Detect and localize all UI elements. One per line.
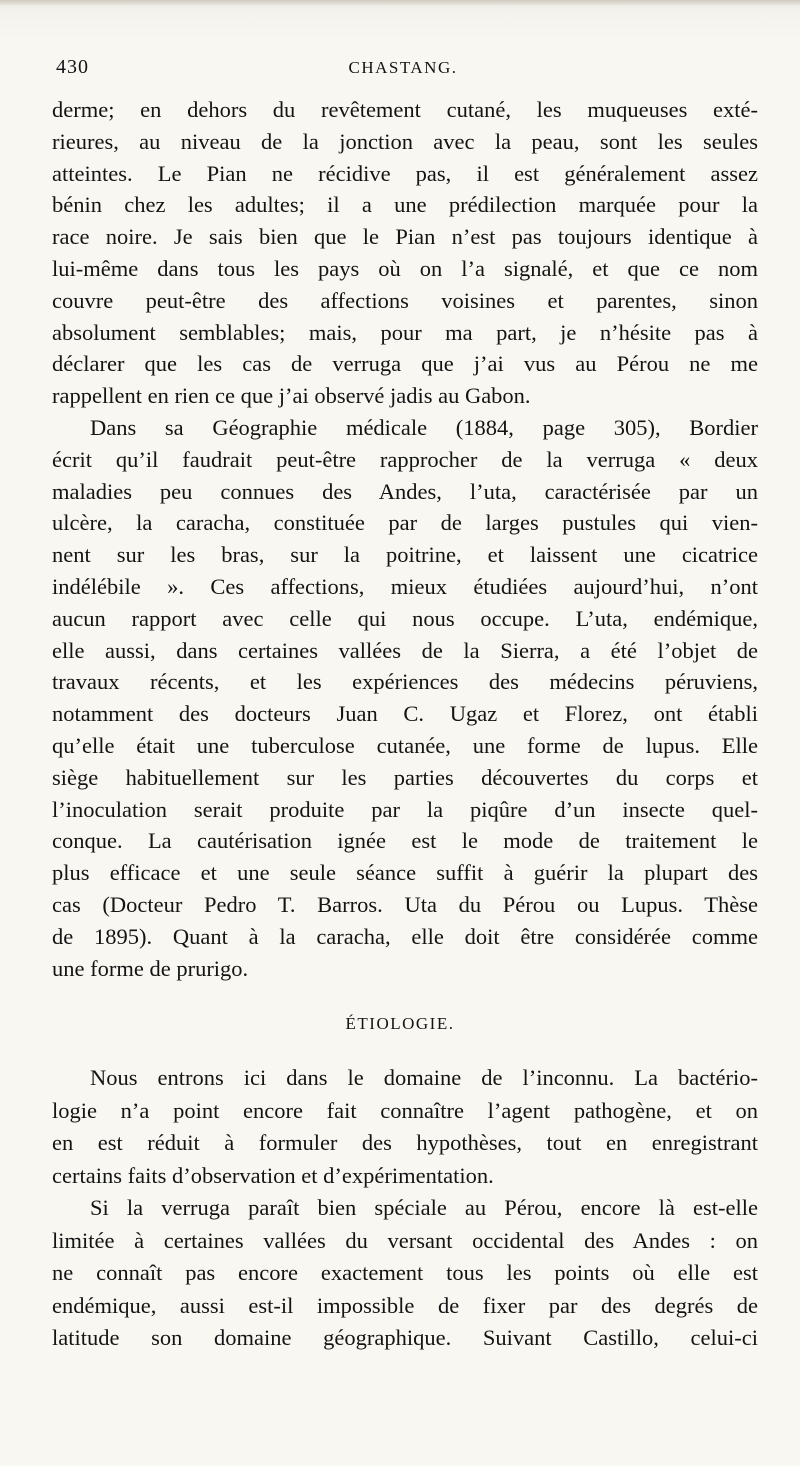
running-head: CHASTANG. (348, 58, 458, 77)
text-line: endémique, aussi est-il impossible de fixer par des degrés de (52, 1292, 758, 1318)
text-line: lui-même dans tous les pays où on l’a signalé, et que ce nom (52, 255, 758, 281)
text-line: certains faits d’observation et d’expérimentation. (52, 1162, 494, 1188)
text-line: maladies peu connues des Andes, l’uta, caractérisée par un (52, 478, 758, 504)
text-line: atteintes. Le Pian ne récidive pas, il est généralement assez (52, 160, 758, 186)
text-line: derme; en dehors du revêtement cutané, les muqueuses exté- (52, 97, 758, 122)
text-line: en est réduit à formuler des hypothèses, tout en enregistrant (52, 1130, 758, 1155)
text-line: nent sur les bras, sur la poitrine, et laissent une cicatrice (52, 542, 758, 568)
page-number: 430 (56, 56, 89, 78)
text-line: limitée à certaines vallées du versant occidental des Andes : on (52, 1227, 758, 1253)
text-line: indélébile ». Ces affections, mieux étudiées aujourd’hui, n’ont (52, 573, 758, 599)
section-heading: ÉTIOLOGIE. (345, 1014, 455, 1033)
text-line: de 1895). Quant à la caracha, elle doit être considérée comme (52, 923, 758, 949)
text-line: Dans sa Géographie médicale (1884, page 305), Bordier (90, 414, 758, 440)
text-line: notamment des docteurs Juan C. Ugaz et Florez, ont établi (52, 701, 758, 727)
text-line: logie n’a point encore fait connaître l’agent pathogène, et on (52, 1097, 758, 1123)
body-text-bottom (52, 1062, 758, 1355)
text-line: cas (Docteur Pedro T. Barros. Uta du Pérou ou Lupus. Thèse (52, 891, 758, 917)
text-line: l’inoculation serait produite par la piqûre d’un insecte quel- (52, 796, 758, 822)
scan-top-edge (0, 0, 800, 6)
text-line: siège habituellement sur les parties découvertes du corps et (52, 764, 758, 790)
text-line: elle aussi, dans certaines vallées de la Sierra, a été l’objet de (52, 637, 758, 663)
text-line: déclarer que les cas de verruga que j’ai vus au Pérou ne me (52, 351, 758, 377)
text-line: écrit qu’il faudrait peut-être rapprocher de la verruga « deux (52, 446, 758, 472)
text-line: rappellent en rien ce que j’ai observé jadis au Gabon. (52, 383, 531, 409)
page-header (56, 56, 750, 86)
text-line: Si la verruga paraît bien spéciale au Pérou, encore là est-elle (90, 1195, 758, 1220)
text-line: ne connaît pas encore exactement tous les points où elle est (52, 1260, 758, 1285)
text-line: ulcère, la caracha, constituée par de larges pustules qui vien- (52, 510, 758, 536)
text-line: travaux récents, et les expériences des médecins péruviens, (52, 669, 758, 695)
text-line: conque. La cautérisation ignée est le mode de traitement le (52, 828, 758, 854)
text-line: rieures, au niveau de la jonction avec la peau, sont les seules (52, 128, 758, 154)
body-text-top (52, 94, 758, 984)
text-line: latitude son domaine géographique. Suivant Castillo, celui-ci (52, 1325, 758, 1350)
text-line: qu’elle était une tuberculose cutanée, une forme de lupus. Elle (52, 732, 758, 758)
text-line: bénin chez les adultes; il a une prédilection marquée pour la (52, 192, 758, 218)
text-line: une forme de prurigo. (52, 955, 249, 981)
text-line: aucun rapport avec celle qui nous occupe. L’uta, endémique, (52, 605, 758, 631)
text-line: Nous entrons ici dans le domaine de l’inconnu. La bactério- (90, 1065, 758, 1090)
text-line: couvre peut-être des affections voisines et parentes, sinon (52, 287, 758, 313)
text-line: plus efficace et une seule séance suffit à guérir la plupart des (52, 860, 758, 886)
text-line: race noire. Je sais bien que le Pian n’est pas toujours identique à (52, 224, 758, 250)
text-line: absolument semblables; mais, pour ma part, je n’hésite pas à (52, 319, 758, 345)
